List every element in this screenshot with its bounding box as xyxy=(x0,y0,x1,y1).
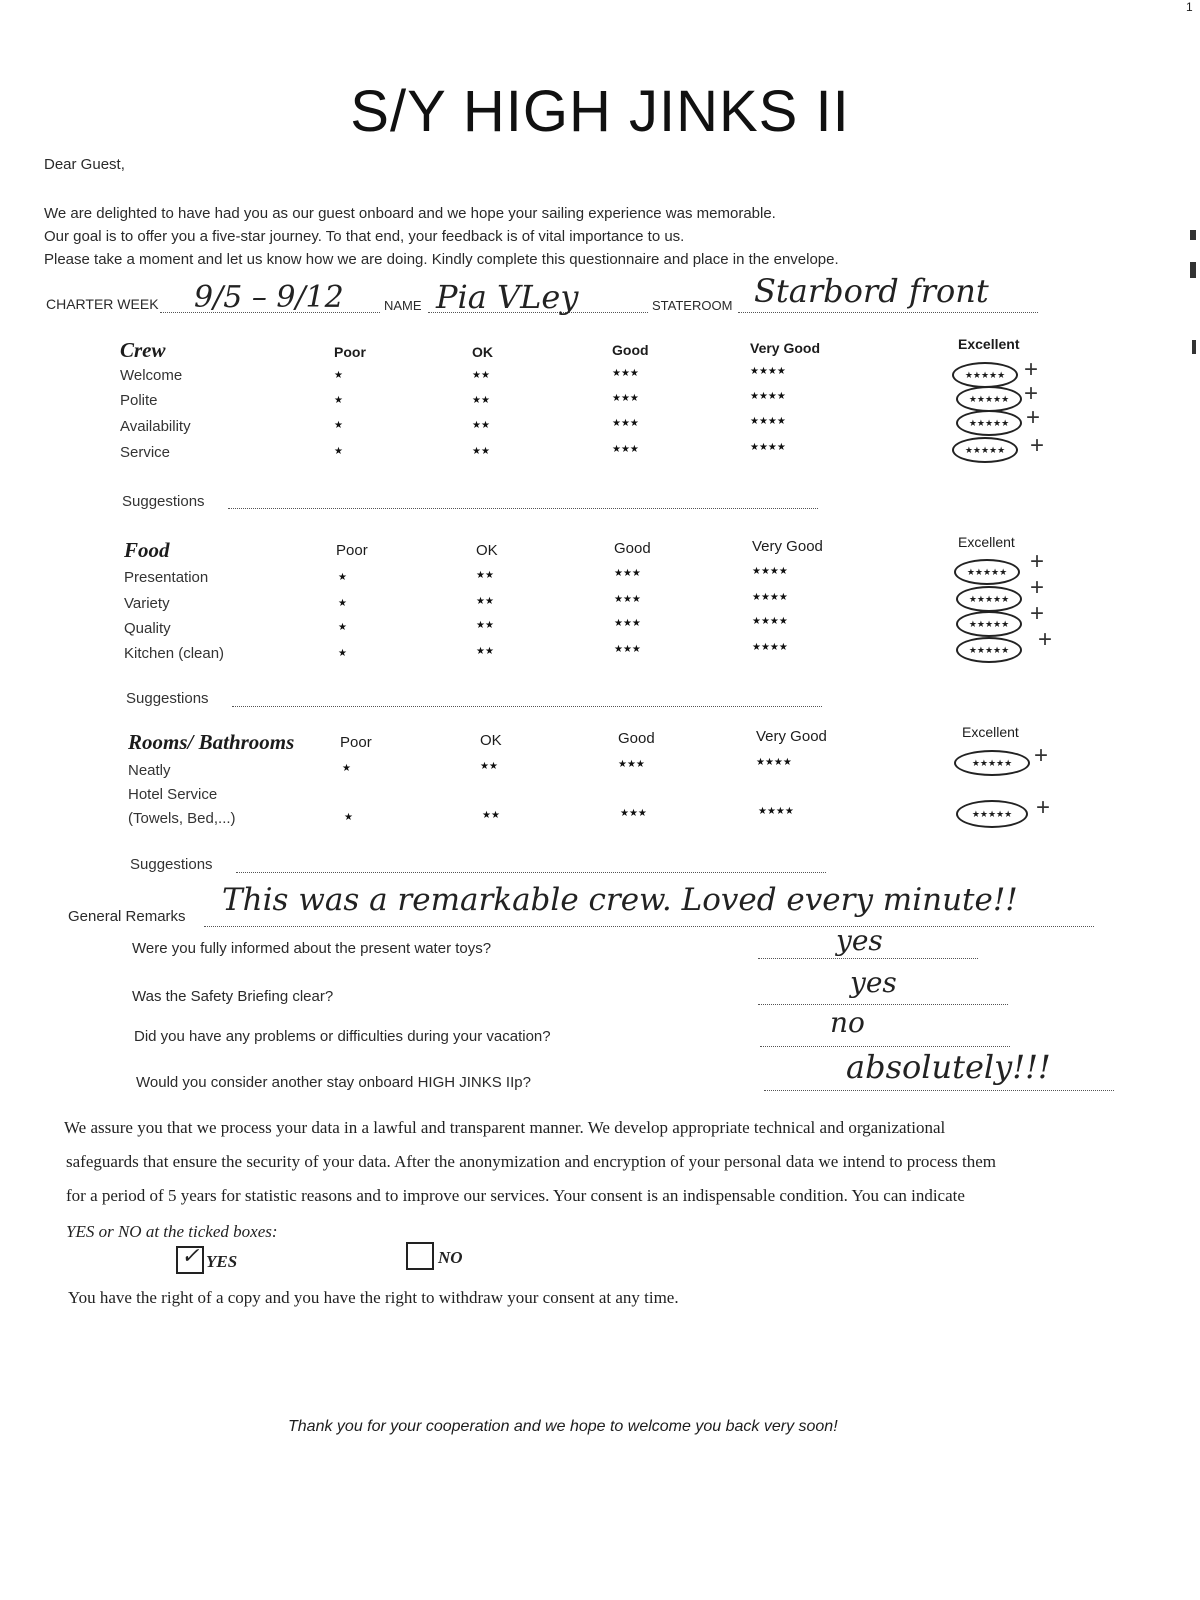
question-problems: Did you have any problems or difficulties during your vacation? xyxy=(134,1028,551,1045)
crew-suggestions-label: Suggestions xyxy=(122,493,205,510)
rating-excellent-selected[interactable] xyxy=(954,750,1030,776)
greeting: Dear Guest, xyxy=(44,156,125,173)
rating-good[interactable]: ★★★ xyxy=(618,759,645,770)
rating-good[interactable]: ★★★ xyxy=(614,568,641,579)
rating-ok[interactable]: ★★ xyxy=(476,646,494,657)
food-item-kitchen: Kitchen (clean) xyxy=(124,645,225,662)
charter-week-value[interactable]: 9/5 – 9/12 xyxy=(194,280,344,315)
edge-mark xyxy=(1190,262,1196,278)
rating-excellent-stars: ★★★★★ xyxy=(968,417,1010,428)
rating-good[interactable]: ★★★ xyxy=(620,808,647,819)
col-poor: Poor xyxy=(340,734,372,751)
answer-line xyxy=(758,958,978,959)
answer-line xyxy=(760,1046,1010,1047)
consent-line-2: safeguards that ensure the security of your data. After the anonymization and encryption of your personal data we intend to process them xyxy=(66,1152,996,1171)
rating-excellent-stars: ★★★★★ xyxy=(968,644,1010,655)
rating-very-good[interactable]: ★★★★ xyxy=(750,442,786,453)
name-value[interactable]: Pia VLey xyxy=(436,278,579,316)
intro-line-1: We are delighted to have had you as our guest onboard and we hope your sailing experience was memorable. xyxy=(44,205,776,222)
crew-item-polite: Polite xyxy=(120,392,158,409)
consent-line-4: YES or NO at the ticked boxes: xyxy=(66,1222,278,1241)
rating-excellent-stars: ★★★★★ xyxy=(968,618,1010,629)
rooms-suggestions-line[interactable] xyxy=(236,872,826,873)
rooms-item-neatly: Neatly xyxy=(128,762,171,779)
answer-water-toys[interactable]: yes xyxy=(836,924,883,957)
col-ok: OK xyxy=(480,732,502,749)
crew-item-service: Service xyxy=(120,444,171,461)
rating-excellent-stars: ★★★★★ xyxy=(964,444,1006,455)
rating-excellent-selected[interactable] xyxy=(956,410,1022,436)
rating-good[interactable]: ★★★ xyxy=(614,618,641,629)
thank-you-line: Thank you for your cooperation and we hope to welcome you back very soon! xyxy=(288,1418,838,1435)
rating-excellent-selected[interactable] xyxy=(956,586,1022,612)
consent-no-label: NO xyxy=(438,1248,463,1267)
question-water-toys: Were you fully informed about the present water toys? xyxy=(132,940,492,957)
stateroom-dotline xyxy=(738,312,1038,313)
col-very-good: Very Good xyxy=(752,538,823,555)
question-another-stay: Would you consider another stay onboard HIGH JINKS IIp? xyxy=(136,1074,531,1091)
rating-poor[interactable]: ★ xyxy=(334,370,343,381)
rating-excellent-stars: ★★★★★ xyxy=(968,593,1010,604)
general-remarks-label: General Remarks xyxy=(68,908,186,925)
rating-poor[interactable]: ★ xyxy=(342,763,351,774)
rating-very-good[interactable]: ★★★★ xyxy=(752,616,788,627)
question-safety-briefing: Was the Safety Briefing clear? xyxy=(132,988,334,1005)
rating-poor[interactable]: ★ xyxy=(338,572,347,583)
plus-mark: + xyxy=(1034,742,1049,769)
crew-section-title: Crew xyxy=(120,338,166,362)
answer-line xyxy=(758,1004,1008,1005)
food-suggestions-label: Suggestions xyxy=(126,690,209,707)
rating-good[interactable]: ★★★ xyxy=(612,418,639,429)
food-suggestions-line[interactable] xyxy=(232,706,822,707)
answer-line xyxy=(764,1090,1114,1091)
rating-excellent-selected[interactable] xyxy=(956,637,1022,663)
rating-ok[interactable]: ★★ xyxy=(476,620,494,631)
consent-no-checkbox[interactable] xyxy=(406,1242,434,1270)
rating-good[interactable]: ★★★ xyxy=(612,368,639,379)
rating-excellent-selected[interactable] xyxy=(952,437,1018,463)
rating-excellent-stars: ★★★★★ xyxy=(964,369,1006,380)
col-excellent: Excellent xyxy=(958,336,1020,352)
col-ok: OK xyxy=(476,542,498,559)
rating-excellent-selected[interactable] xyxy=(956,800,1028,828)
rooms-section-title: Rooms/ Bathrooms xyxy=(128,730,295,754)
rating-poor[interactable]: ★ xyxy=(344,812,353,823)
rating-excellent-stars: ★★★★★ xyxy=(971,757,1013,768)
plus-mark: + xyxy=(1036,794,1051,821)
rating-very-good[interactable]: ★★★★ xyxy=(758,806,794,817)
rating-very-good[interactable]: ★★★★ xyxy=(750,366,786,377)
rating-ok[interactable]: ★★ xyxy=(476,596,494,607)
rating-ok[interactable]: ★★ xyxy=(472,420,490,431)
crew-item-welcome: Welcome xyxy=(120,367,183,384)
rating-excellent-stars: ★★★★★ xyxy=(966,566,1008,577)
col-excellent: Excellent xyxy=(962,724,1019,740)
crew-item-availability: Availability xyxy=(120,418,191,435)
rating-ok[interactable]: ★★ xyxy=(472,446,490,457)
check-mark-icon: ✓ xyxy=(181,1244,200,1269)
col-ok: OK xyxy=(472,344,493,360)
food-item-quality: Quality xyxy=(124,620,171,637)
rooms-item-hotel-service: Hotel Service xyxy=(128,786,218,803)
plus-mark: + xyxy=(1030,548,1045,575)
answer-problems[interactable]: no xyxy=(830,1006,865,1039)
col-good: Good xyxy=(614,540,651,557)
plus-mark: + xyxy=(1024,356,1039,383)
rating-poor[interactable]: ★ xyxy=(338,648,347,659)
answer-safety-briefing[interactable]: yes xyxy=(850,966,897,999)
col-very-good: Very Good xyxy=(756,728,827,745)
rating-excellent-selected[interactable] xyxy=(956,611,1022,637)
rating-very-good[interactable]: ★★★★ xyxy=(756,757,792,768)
rating-very-good[interactable]: ★★★★ xyxy=(752,642,788,653)
rights-line: You have the right of a copy and you have the right to withdraw your consent at any time. xyxy=(68,1288,679,1307)
rooms-item-hotel-service-detail: (Towels, Bed,...) xyxy=(128,810,236,827)
stateroom-label: STATEROOM xyxy=(652,298,733,313)
consent-line-3: for a period of 5 years for statistic reasons and to improve our services. Your consent is an indispensable condition. You can indicate xyxy=(66,1186,965,1205)
page-corner-mark: 1 xyxy=(1186,0,1193,14)
rooms-suggestions-label: Suggestions xyxy=(130,856,213,873)
rating-excellent-selected[interactable] xyxy=(954,559,1020,585)
rating-very-good[interactable]: ★★★★ xyxy=(750,416,786,427)
food-item-variety: Variety xyxy=(124,595,170,612)
rating-poor[interactable]: ★ xyxy=(334,446,343,457)
rating-good[interactable]: ★★★ xyxy=(612,393,639,404)
col-good: Good xyxy=(612,342,649,358)
rating-excellent-stars: ★★★★★ xyxy=(971,808,1013,819)
plus-mark: + xyxy=(1038,626,1053,653)
form-title: S/Y HIGH JINKS II xyxy=(350,79,850,144)
rating-very-good[interactable]: ★★★★ xyxy=(750,391,786,402)
rating-excellent-stars: ★★★★★ xyxy=(968,393,1010,404)
col-poor: Poor xyxy=(336,542,368,559)
rating-very-good[interactable]: ★★★★ xyxy=(752,566,788,577)
intro-line-3: Please take a moment and let us know how we are doing. Kindly complete this questionnaire and place in the envelope. xyxy=(44,251,839,268)
plus-mark: + xyxy=(1030,432,1045,459)
col-good: Good xyxy=(618,730,655,747)
rating-good[interactable]: ★★★ xyxy=(614,594,641,605)
food-section-title: Food xyxy=(124,538,170,562)
crew-suggestions-line[interactable] xyxy=(228,508,818,509)
plus-mark: + xyxy=(1024,380,1039,407)
col-excellent: Excellent xyxy=(958,534,1015,550)
edge-mark xyxy=(1190,230,1196,240)
rating-good[interactable]: ★★★ xyxy=(612,444,639,455)
consent-line-1: We assure you that we process your data in a lawful and transparent manner. We develop appropriate technical and organizational xyxy=(64,1118,946,1137)
general-remarks-value[interactable]: This was a remarkable crew. Loved every minute!! xyxy=(222,882,1018,918)
rating-poor[interactable]: ★ xyxy=(334,395,343,406)
rating-ok[interactable]: ★★ xyxy=(472,370,490,381)
rating-good[interactable]: ★★★ xyxy=(614,644,641,655)
edge-mark xyxy=(1192,340,1196,354)
stateroom-value[interactable]: Starbord front xyxy=(754,272,989,310)
plus-mark: + xyxy=(1030,574,1045,601)
col-very-good: Very Good xyxy=(750,340,821,356)
rating-ok[interactable]: ★★ xyxy=(480,761,498,772)
charter-week-label: CHARTER WEEK xyxy=(46,296,159,312)
plus-mark: + xyxy=(1030,600,1045,627)
rating-excellent-selected[interactable] xyxy=(956,386,1022,412)
plus-mark: + xyxy=(1026,404,1041,431)
rating-excellent-selected[interactable] xyxy=(952,362,1018,388)
name-label: NAME xyxy=(384,298,422,313)
intro-line-2: Our goal is to offer you a five-star journey. To that end, your feedback is of vital importance to us. xyxy=(44,228,685,245)
answer-another-stay[interactable]: absolutely!!! xyxy=(846,1048,1051,1086)
col-poor: Poor xyxy=(334,344,366,360)
rating-ok[interactable]: ★★ xyxy=(472,395,490,406)
rating-poor[interactable]: ★ xyxy=(338,622,347,633)
rating-ok[interactable]: ★★ xyxy=(476,570,494,581)
rating-very-good[interactable]: ★★★★ xyxy=(752,592,788,603)
consent-yes-checkbox[interactable] xyxy=(176,1246,204,1274)
food-item-presentation: Presentation xyxy=(124,569,209,586)
rating-ok[interactable]: ★★ xyxy=(482,810,500,821)
general-remarks-line xyxy=(204,926,1094,927)
consent-yes-label: YES xyxy=(206,1252,238,1271)
rating-poor[interactable]: ★ xyxy=(338,598,347,609)
rating-poor[interactable]: ★ xyxy=(334,420,343,431)
